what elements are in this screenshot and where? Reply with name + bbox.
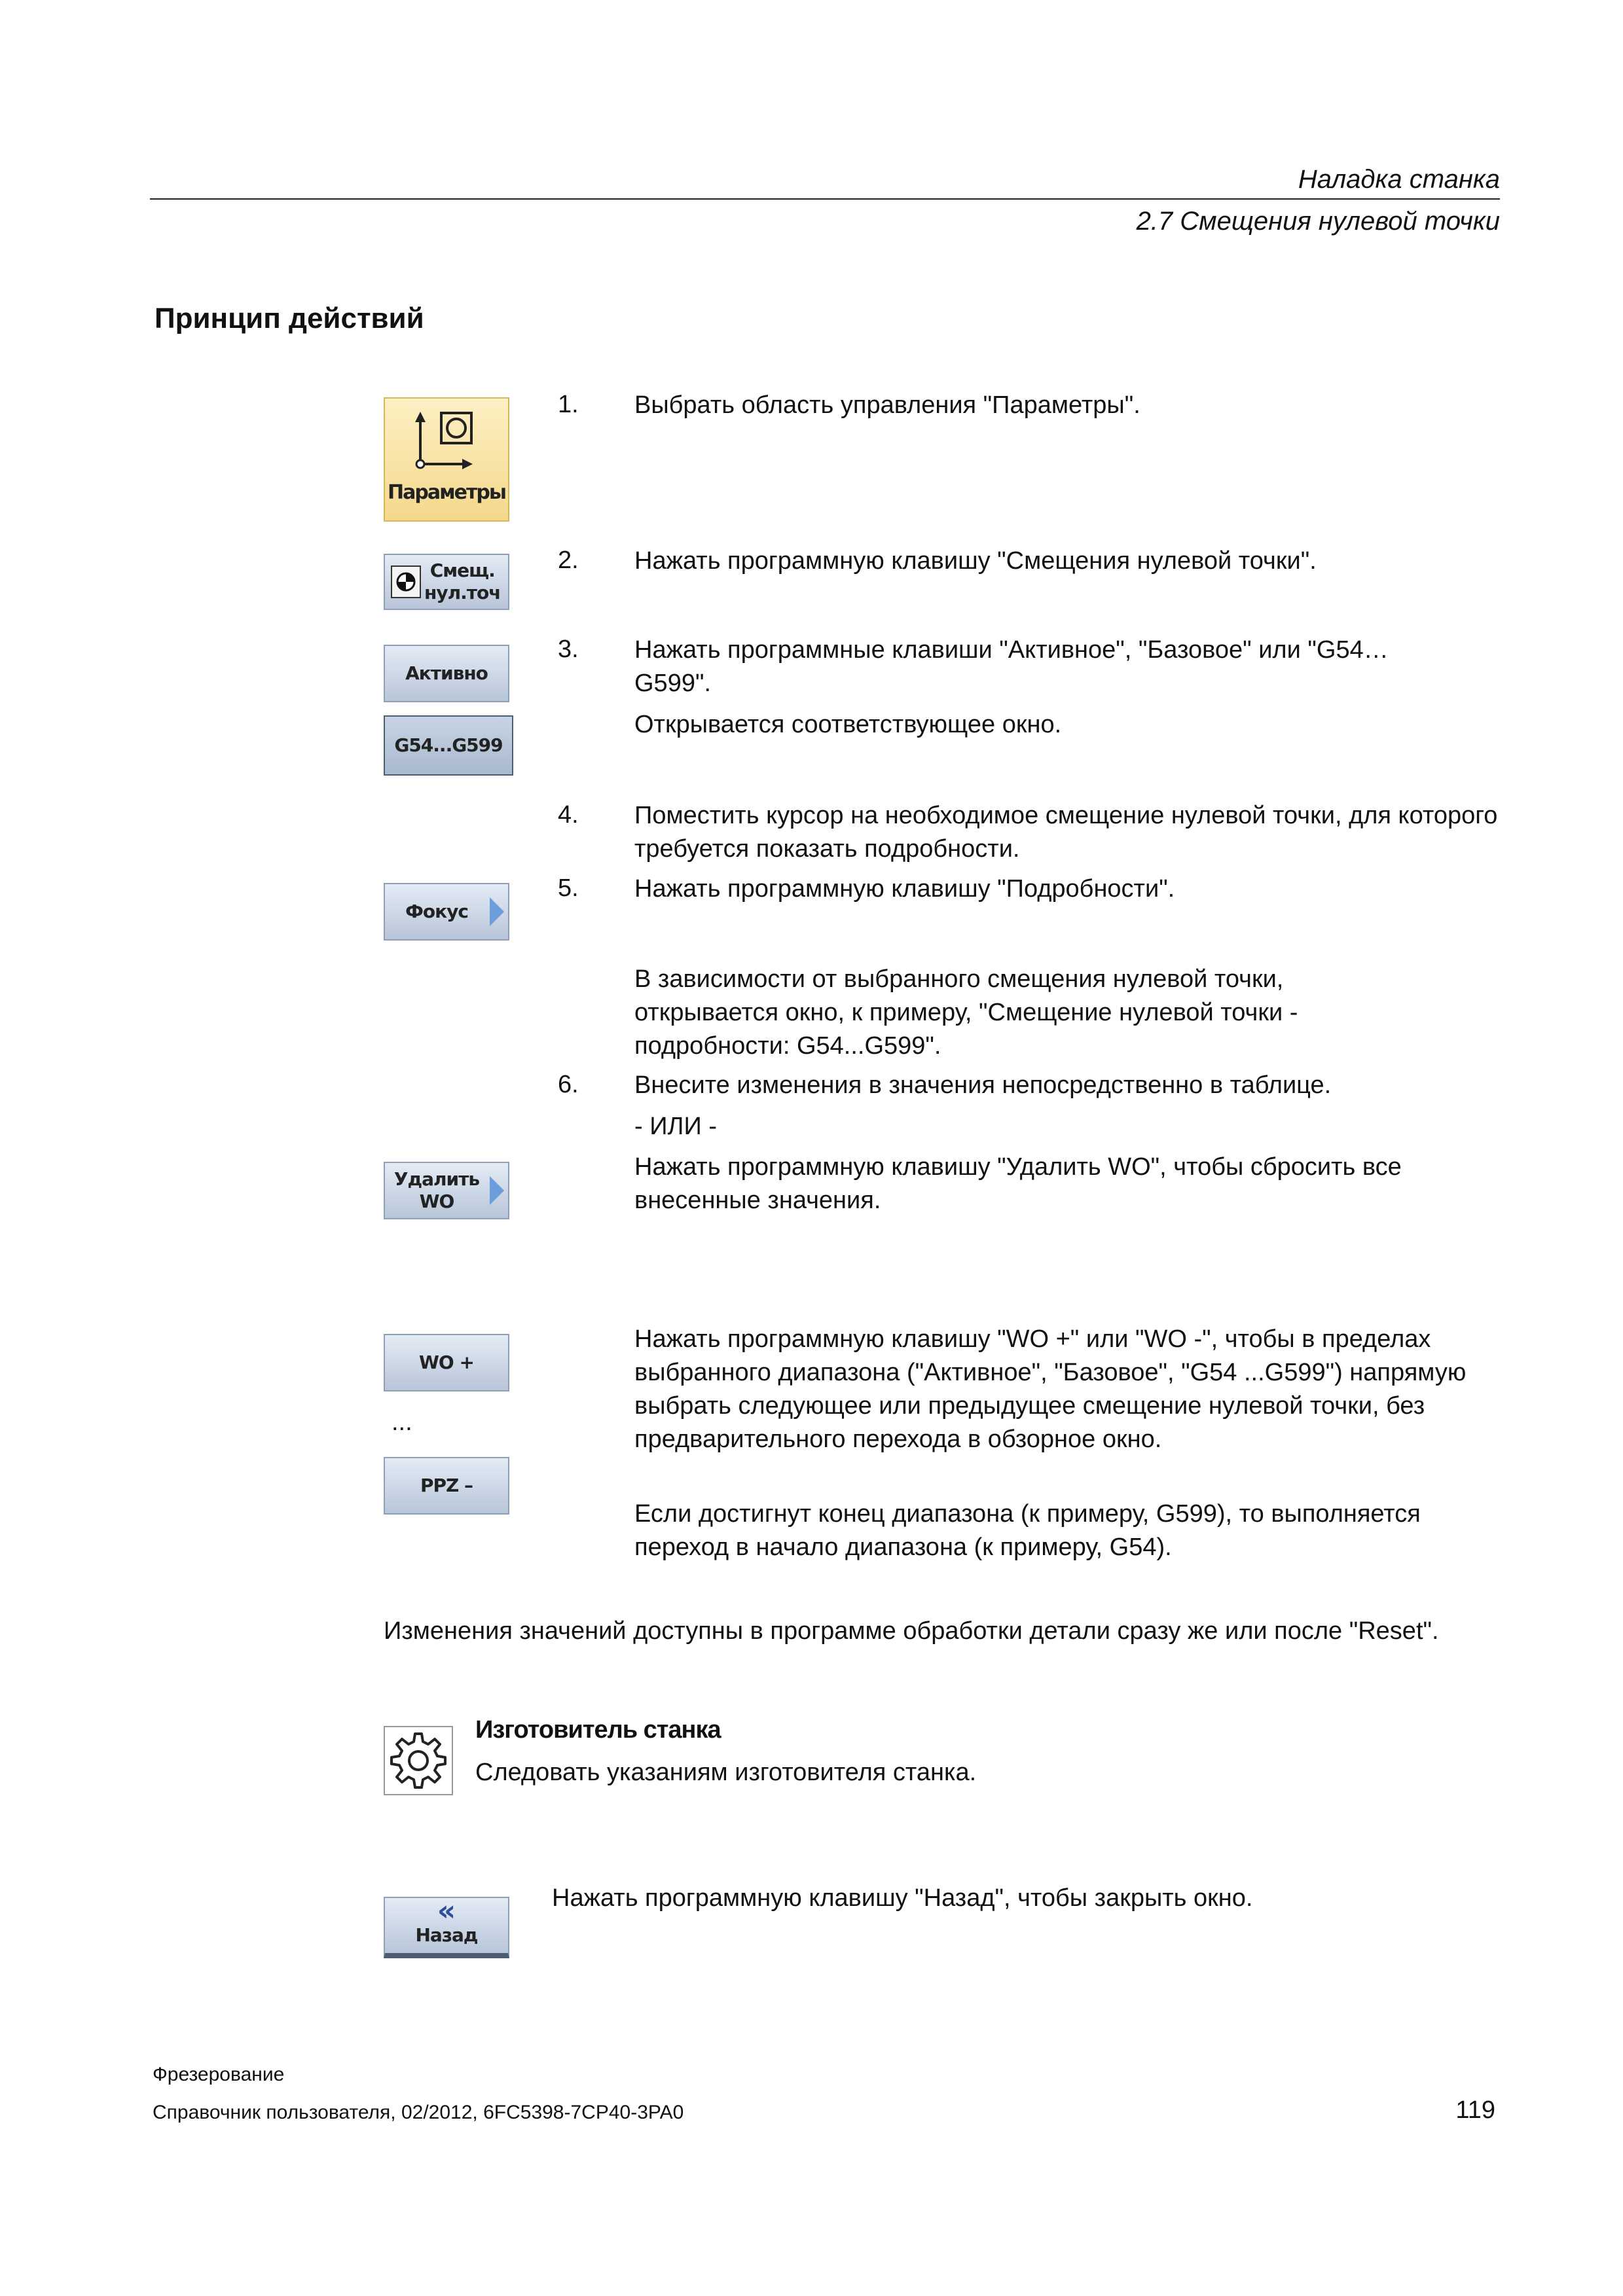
footer-reference: Справочник пользователя, 02/2012, 6FC5398-7CP40-3PA0 xyxy=(153,2102,684,2123)
step-text: Поместить курсор на необходимое смещение нулевой точки, для которого требуется показать подробности. xyxy=(634,802,1498,863)
step-number: 4. xyxy=(558,801,579,829)
range-note: Если достигнут конец диапазона (к примеру, G599), то выполняется переход в начало диапазона (к примеру, G54). xyxy=(634,1500,1421,1561)
double-chevron-left-icon: « xyxy=(437,1894,456,1928)
arrow-right-icon xyxy=(490,1176,504,1205)
step-text: Нажать программную клавишу "Смещения нулевой точки". xyxy=(634,547,1317,575)
step-note: В зависимости от выбранного смещения нулевой точки, открывается окно, к примеру, "Смещение нулевой точки - подробности: G54...G599". xyxy=(634,965,1298,1060)
page-number: 119 xyxy=(1455,2096,1495,2124)
delete-wo-key[interactable] xyxy=(384,1162,509,1219)
header-rule xyxy=(150,198,1500,200)
page-heading: Принцип действий xyxy=(155,302,424,334)
footer-title: Фрезерование xyxy=(153,2064,285,2085)
ppz-minus-key[interactable] xyxy=(384,1457,509,1515)
step-text: Нажать программную клавишу "Подробности". xyxy=(634,875,1175,903)
manufacturer-text: Следовать указаниям изготовителя станка. xyxy=(475,1759,977,1786)
back-key[interactable] xyxy=(384,1894,509,1958)
parameters-key[interactable] xyxy=(384,397,509,522)
parameters-icon xyxy=(407,408,486,471)
arrow-right-icon xyxy=(490,897,504,926)
g54-g599-key[interactable] xyxy=(384,715,513,776)
step-text: Выбрать область управления "Параметры". xyxy=(634,391,1140,419)
header-section: 2.7 Смещения нулевой точки xyxy=(1136,207,1500,236)
header-chapter: Наладка станка xyxy=(1298,165,1500,194)
step-text: Внесите изменения в значения непосредственно в таблице. xyxy=(634,1071,1332,1099)
ppz-minus-key-label: PPZ – xyxy=(420,1475,473,1496)
step-number: 2. xyxy=(558,547,579,574)
changes-paragraph: Изменения значений доступны в программе обработки детали сразу же или после "Reset". xyxy=(384,1617,1439,1645)
zero-offset-key[interactable] xyxy=(384,554,509,610)
zero-offset-icon xyxy=(390,564,422,600)
focus-key[interactable] xyxy=(384,883,509,941)
step-note: Открывается соответствующее окно. xyxy=(634,711,1062,738)
step-number: 5. xyxy=(558,874,579,902)
active-key[interactable] xyxy=(384,645,509,702)
wo-plus-key-label: WO + xyxy=(419,1352,474,1373)
step-number: 3. xyxy=(558,636,579,663)
step-number: 1. xyxy=(558,391,579,418)
g54-g599-key-label: G54...G599 xyxy=(394,734,503,756)
zero-offset-key-line1: Смещ. xyxy=(429,560,495,581)
wo-plus-key[interactable] xyxy=(384,1334,509,1391)
gear-icon xyxy=(385,1727,452,1794)
zero-offset-key-line2: нул.точ xyxy=(424,582,501,603)
parameters-key-label: Параметры xyxy=(388,481,505,504)
wo-note: Нажать программную клавишу "WO +" или "WO -", чтобы в пределах выбранного диапазона ("Активное", "Базовое", "G54 ...G599") напрямую выбрать следующее или предыдущее смещение нулевой точки, без предварительного перехода в обзорное окно. xyxy=(634,1325,1467,1453)
delete-wo-key-line2: WO xyxy=(419,1191,454,1212)
manufacturer-title: Изготовитель станка xyxy=(475,1716,721,1744)
or-separator: - ИЛИ - xyxy=(634,1113,717,1140)
focus-key-label: Фокус xyxy=(405,901,468,922)
step-number: 6. xyxy=(558,1071,579,1098)
step-text: Нажать программные клавиши "Активное", "Базовое" или "G54…G599". xyxy=(634,636,1389,697)
keys-ellipsis: ... xyxy=(392,1408,412,1436)
back-note: Нажать программную клавишу "Назад", чтобы закрыть окно. xyxy=(552,1884,1253,1912)
back-key-label: Назад xyxy=(415,1924,478,1946)
delete-wo-key-line1: Удалить xyxy=(393,1168,480,1190)
active-key-label: Активно xyxy=(405,662,488,684)
delete-note: Нажать программную клавишу "Удалить WO", чтобы сбросить все внесенные значения. xyxy=(634,1153,1402,1214)
gear-icon-box xyxy=(384,1726,453,1795)
